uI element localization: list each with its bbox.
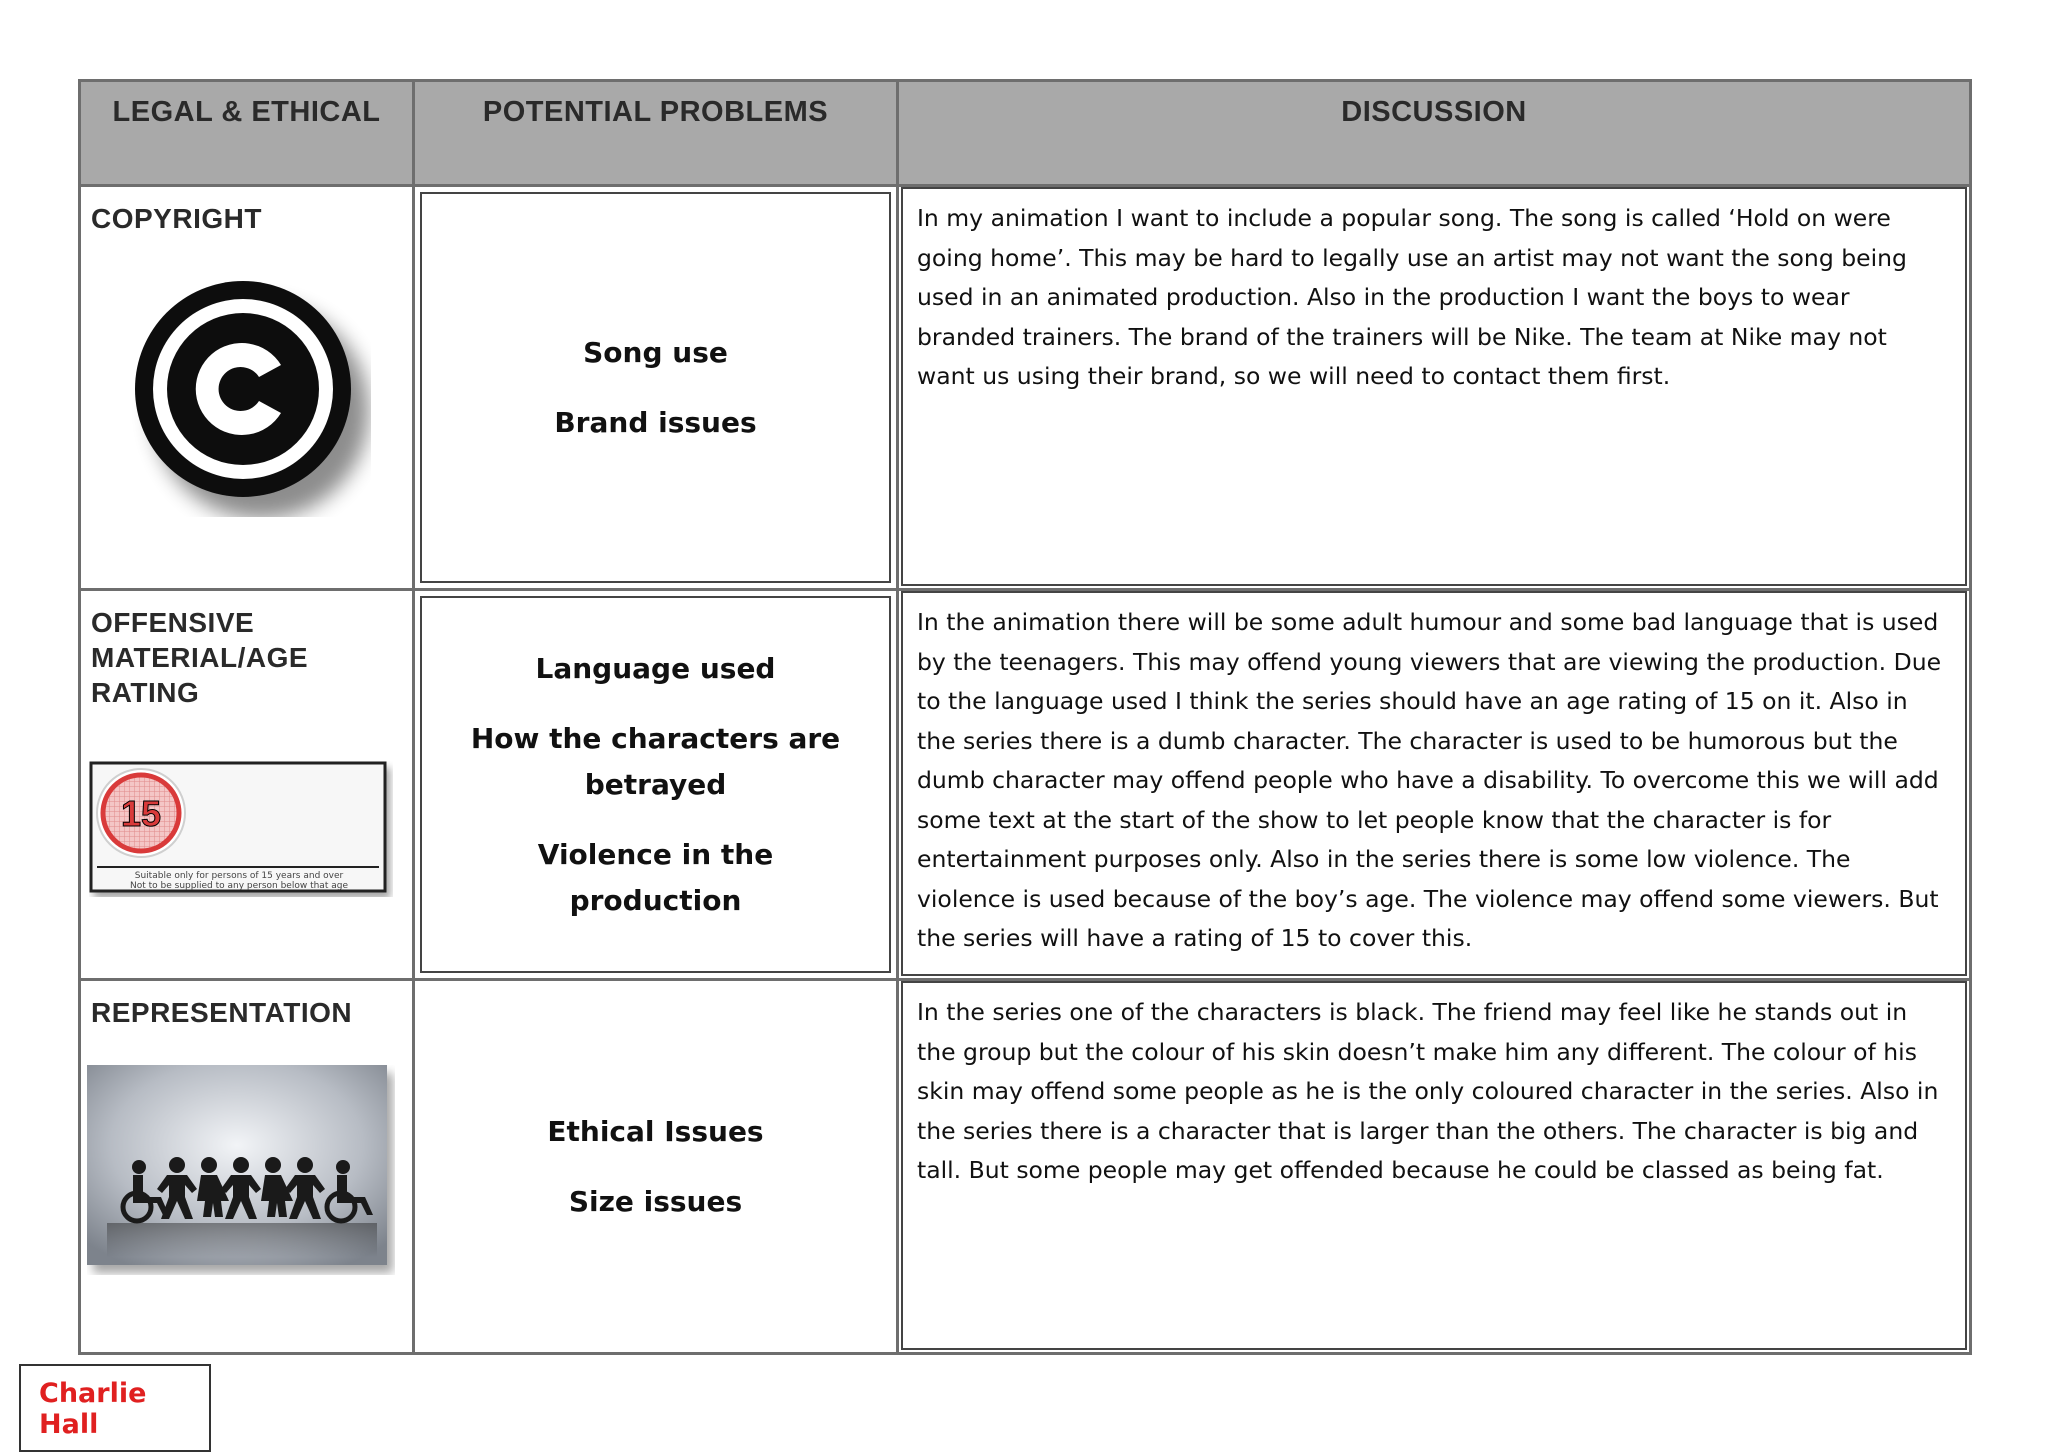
copyright-symbol-icon	[131, 277, 371, 517]
problem-cell-age-rating	[415, 588, 899, 978]
problem-box-copyright	[420, 192, 891, 583]
problem-item: Ethical Issues	[547, 1114, 764, 1148]
author-name-box: Charlie Hall	[19, 1364, 211, 1452]
age-rating-15-icon	[89, 761, 393, 897]
problem-item: Size issues	[568, 1184, 743, 1218]
rating-caption-1: Suitable only for persons of 15 years and over	[134, 871, 344, 881]
rating-caption-2: Not to be supplied to any person below that age	[130, 881, 348, 891]
problem-item: Violence in the production	[537, 837, 774, 917]
legal-ethical-table	[78, 79, 1972, 1355]
legal-title-representation: REPRESENTATION	[91, 997, 353, 1028]
problem-item: Song use	[583, 335, 728, 369]
header-potential-problems: POTENTIAL PROBLEMS	[415, 82, 899, 184]
problem-box-age-rating	[420, 596, 891, 973]
problem-item: How the characters are betrayed	[470, 721, 841, 801]
discussion-text-copyright: In my animation I want to include a popular song. The song is called ‘Hold on were going home’. This may be hard to legally use an artist may not want the song being used in an animated production. Also in the production I want the boys to wear branded trainers. The brand of the trainers will be Nike. The team at Nike may not want us using their brand, so we will need to contact them first.	[901, 187, 1967, 586]
legal-title-age-rating: OFFENSIVE MATERIAL/AGE RATING	[91, 607, 309, 708]
legal-cell-representation	[81, 978, 415, 1352]
problem-item: Language used	[535, 651, 776, 685]
problem-item: Brand issues	[554, 405, 757, 439]
problem-cell-copyright	[415, 184, 899, 588]
discussion-text-representation: In the series one of the characters is black. The friend may feel like he stands out in the group but the colour of his skin doesn’t make him any different. The colour of his skin may offend some people as he is the only coloured character in the series. Also in the series there is a character that is larger than the others. The character is big and tall. But some people may get offended because he could be classed as being fat.	[901, 981, 1967, 1350]
legal-cell-age-rating	[81, 588, 415, 978]
discussion-cell-copyright	[899, 184, 1969, 588]
problem-cell-representation	[415, 978, 899, 1352]
problem-box-representation	[420, 986, 891, 1347]
discussion-cell-representation	[899, 978, 1969, 1352]
rating-number: 15	[120, 793, 162, 834]
legal-title-copyright: COPYRIGHT	[91, 203, 262, 234]
header-legal-ethical: LEGAL & ETHICAL	[81, 82, 415, 184]
legal-cell-copyright	[81, 184, 415, 588]
discussion-text-age-rating: In the animation there will be some adult humour and some bad language that is used by the teenagers. This may offend young viewers that are viewing the production. Due to the language used I think the series should have an age rating of 15 on it. Also in the series there is a dumb character. The character is used to be humorous but the dumb character may offend people who have a disability. To overcome this we will add some text at the start of the show to let people know that the character is for entertainment purposes only. Also in the series there is some low violence. The violence is used because of the boy’s age. The violence may offend some viewers. But the series will have a rating of 15 to cover this.	[901, 591, 1967, 976]
header-discussion: DISCUSSION	[899, 82, 1969, 184]
people-representation-icon	[87, 1065, 395, 1275]
discussion-cell-age-rating	[899, 588, 1969, 978]
